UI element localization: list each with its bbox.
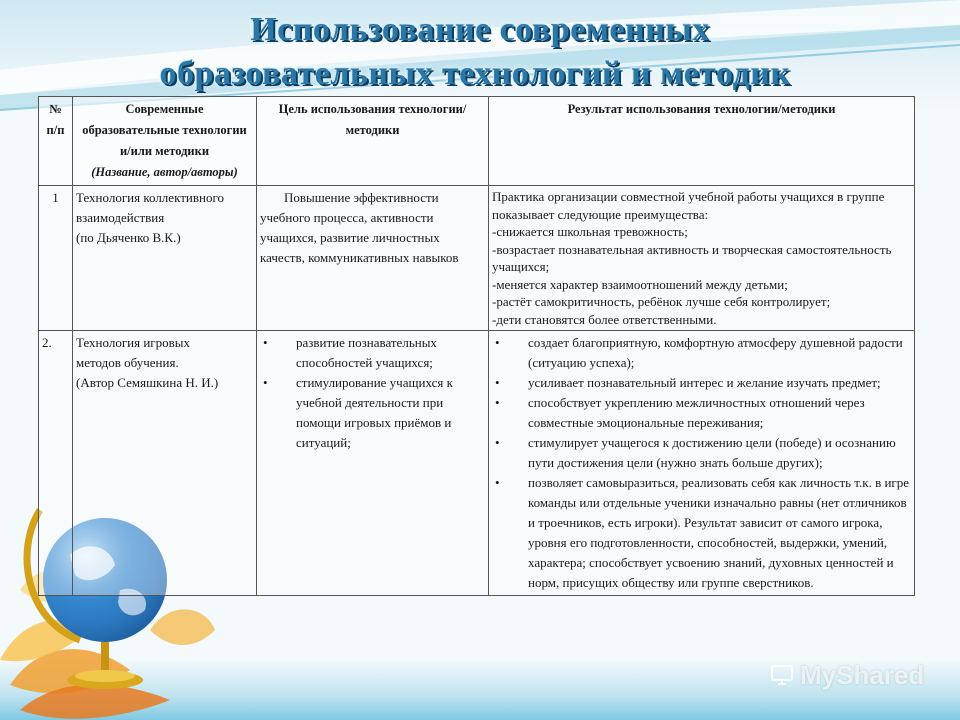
myshared-logo-icon — [770, 663, 794, 687]
list-item: • позволяет самовыразиться, реализовать себя как личность т.к. в игре команды или отдельные ученики изначально равны (нет отличников и троечников, есть игроки). Результат зависит от самого игрока, уровня его подготовленности, способностей, выдержки, умений, характера; способствует усвоению знаний, духовных ценностей и норм, присущих обществу или группе сверстников. — [495, 475, 910, 590]
row-goal: Повышение эффективности учебного процесса, активности учащихся, развитие личностных качеств, коммуникативных навыков — [257, 186, 489, 331]
title-line-2: образовательных технологий и методик — [159, 55, 791, 92]
watermark: MyShared — [770, 660, 924, 691]
page-title — [0, 8, 960, 96]
row-tech: Технология коллективного взаимодействия (по Дьяченко В.К.) — [73, 186, 257, 331]
list-item: • стимулирует учащегося к достижению цели (победе) и осознанию пути достижения цели (нужно знать больше других); — [495, 435, 896, 470]
bullet-icon: • — [495, 335, 500, 350]
bullet-icon: • — [495, 395, 500, 410]
row-result — [489, 331, 915, 596]
list-item: • создает благоприятную, комфортную атмосферу душевной радости (ситуацию успеха); — [495, 335, 903, 370]
header-result: Результат использования технологии/методики — [489, 97, 915, 186]
table-row — [39, 331, 915, 596]
row-num: 2. — [39, 331, 73, 596]
bullet-icon: • — [263, 335, 268, 350]
title-line-1: Использование современных — [250, 11, 710, 48]
bullet-icon: • — [495, 375, 500, 390]
technologies-table — [38, 96, 915, 596]
bullet-icon: • — [495, 475, 500, 490]
bullet-icon: • — [495, 435, 500, 450]
list-item: • развитие познавательных способностей учащихся; — [263, 335, 437, 370]
list-item: • стимулирование учащихся к учебной деятельности при помощи игровых приёмов и ситуаций; — [263, 375, 453, 450]
row-num: 1 — [39, 186, 73, 331]
bullet-icon: • — [263, 375, 268, 390]
header-num: № п/п — [39, 97, 73, 186]
row-result: Практика организации совместной учебной работы учащихся в группе показывает следующие преимущества: -снижается школьная тревожность; -возрастает познавательная активность и творческая самостоятельность учащихся; -меняется характер взаимоотношений между детьми; -растёт самокритичность, ребёнок лучше себя контролирует; -дети становятся более ответственными. — [489, 186, 915, 331]
row-goal — [257, 331, 489, 596]
row-tech: Технология игровых методов обучения. (Автор Семяшкина Н. И.) — [73, 331, 257, 596]
list-item: • усиливает познавательный интерес и желание изучать предмет; — [492, 373, 911, 393]
table-row — [39, 186, 915, 331]
list-item: • способствует укреплению межличностных отношений через совместные эмоциональные переживания; — [495, 395, 865, 430]
header-tech: Современные образовательные технологии и/или методики (Название, автор/авторы) — [73, 97, 257, 186]
header-tech-note: (Название, автор/авторы) — [91, 165, 238, 179]
table-header-row — [39, 97, 915, 186]
header-goal: Цель использования технологии/методики — [257, 97, 489, 186]
